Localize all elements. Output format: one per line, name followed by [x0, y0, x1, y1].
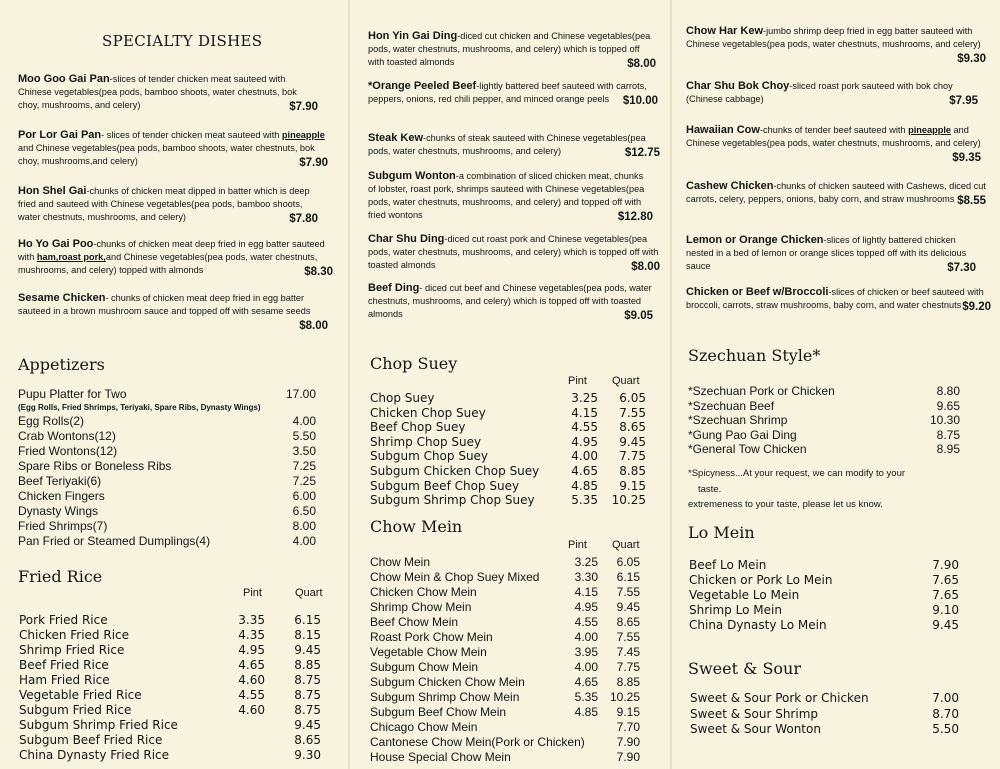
- dish-item: Chow Har Kew-jumbo shrimp deep fried in egg batter sauteed with Chinese vegetables(pea pods, water chestnuts, mushrooms, and celery) $9.30: [686, 25, 986, 65]
- item-price: 8.85: [294, 658, 321, 672]
- item-price: 7.65: [932, 573, 959, 587]
- item-price: 4.65: [571, 464, 598, 478]
- dish-item: *Orange Peeled Beef-lightly battered beef sauteed with carrots, peppers, onions, red chili pepper, and minced orange peels $10.00: [368, 80, 658, 107]
- item-price: 6.50: [292, 504, 316, 518]
- item-price: 7.55: [616, 585, 640, 599]
- menu-row: [688, 428, 960, 443]
- item-price: 7.55: [616, 630, 640, 644]
- menu-row: Pupu Platter for Two 17.00: [18, 387, 316, 401]
- item-name: Subgum Beef Chop Suey: [370, 478, 520, 493]
- item-price: 7.90: [932, 558, 959, 572]
- item-price: 9.45: [616, 600, 640, 614]
- menu-row: [690, 691, 959, 706]
- item-price: 4.55: [238, 688, 265, 702]
- quart-header: Quart: [295, 587, 323, 599]
- item-price: 4.00: [574, 660, 598, 674]
- item-price: 4.55: [574, 615, 598, 629]
- menu-row: [18, 429, 316, 444]
- item-name: *Szechuan Shrimp: [688, 413, 788, 428]
- item-name: Chicken Fingers: [18, 489, 105, 503]
- menu-row: [19, 673, 321, 688]
- page-fold: [348, 0, 350, 769]
- item-name: Vegetable Chow Mein: [370, 645, 487, 659]
- menu-row: [688, 413, 960, 428]
- item-name: Chicken Fried Rice: [19, 628, 130, 642]
- item-price: 5.50: [932, 722, 959, 736]
- menu-row: [370, 464, 646, 479]
- menu-row: [689, 573, 959, 588]
- item-price: 8.85: [616, 675, 640, 689]
- item-price: 6.00: [292, 489, 316, 503]
- item-price: 4.00: [292, 414, 316, 428]
- item-price: 8.70: [932, 706, 959, 721]
- menu-row: [689, 558, 959, 573]
- item-price: 8.75: [294, 688, 321, 702]
- chop-suey-title: Chop Suey: [370, 354, 458, 373]
- item-name: Shrimp Chop Suey: [370, 434, 482, 449]
- sweet-sour-title: Sweet & Sour: [688, 659, 801, 678]
- item-name: Beef Lo Mein: [689, 558, 767, 572]
- item-price: 4.95: [238, 643, 265, 657]
- column-middle: [356, 0, 668, 769]
- menu-row: [370, 720, 640, 735]
- menu-row: [19, 703, 321, 718]
- pint-header: Pint: [243, 587, 262, 599]
- item-name: Spare Ribs or Boneless Ribs: [18, 459, 172, 473]
- menu-row: [370, 570, 640, 585]
- item-price: 7.55: [619, 405, 646, 420]
- item-price: 4.55: [571, 420, 598, 435]
- item-name: Dynasty Wings: [18, 504, 99, 518]
- item-price: 8.65: [616, 615, 640, 629]
- item-price: 10.25: [611, 493, 646, 508]
- dish-item: Cashew Chicken-chunks of chicken sauteed with Cashews, diced cut carrots, celery, peppers, onions, baby corn, and straw mushrooms $8.55: [686, 180, 986, 207]
- menu-row: [688, 384, 960, 399]
- item-name: Chow Mein & Chop Suey Mixed: [370, 570, 540, 584]
- menu-row: [18, 519, 316, 534]
- item-price: 3.35: [238, 613, 265, 627]
- item-price: 7.25: [292, 459, 316, 473]
- item-price: 7.25: [292, 474, 316, 488]
- item-price: 8.65: [619, 420, 646, 435]
- item-price: 9.45: [619, 434, 646, 449]
- item-name: China Dynasty Fried Rice: [19, 748, 170, 762]
- quart-header: Quart: [612, 375, 640, 387]
- menu-row: [19, 628, 321, 643]
- item-price: 7.45: [616, 645, 640, 659]
- item-name: Chicken Chop Suey: [370, 405, 486, 420]
- item-price: 4.85: [571, 478, 598, 493]
- item-name: Subgum Beef Chow Mein: [370, 705, 507, 719]
- item-name: Egg Rolls(2): [18, 414, 85, 428]
- item-name: *Szechuan Pork or Chicken: [688, 384, 835, 398]
- menu-row: [370, 479, 646, 494]
- dish-item: Char Shu Bok Choy-sliced roast pork sauteed with bok choy (Chinese cabbage) $7.95: [686, 80, 978, 107]
- item-price: 6.15: [294, 613, 321, 627]
- item-name: Subgum Shrimp Fried Rice: [19, 718, 178, 732]
- dish-item: Lemon or Orange Chicken-slices of lightly battered chicken nested in a bed of lemon or orange slices topped off with its delicious sauce $7.30: [686, 234, 976, 274]
- item-price: 9.30: [294, 748, 321, 762]
- dish-item: Moo Goo Gai Pan-slices of tender chicken meat sauteed with Chinese vegetables(pea pods, bamboo shoots, water chestnuts, bok choy, mushrooms, and celery) $7.90: [18, 73, 318, 113]
- page-fold: [670, 0, 672, 769]
- item-price: 7.75: [616, 660, 640, 674]
- menu-row: [370, 630, 640, 645]
- item-name: Beef Chop Suey: [370, 420, 466, 435]
- specialty-title: SPECIALTY DISHES: [102, 32, 263, 50]
- item-price: 8.95: [936, 442, 960, 457]
- item-name: Subgum Chop Suey: [370, 449, 489, 464]
- quart-header: Quart: [612, 539, 640, 551]
- spicy-note-2: taste.: [698, 484, 722, 495]
- item-price: 5.35: [574, 690, 598, 704]
- lo-mein-title: Lo Mein: [688, 523, 755, 542]
- menu-row: [18, 474, 316, 489]
- menu-row: [370, 420, 646, 435]
- item-name: Beef Fried Rice: [19, 658, 109, 672]
- item-name: Sweet & Sour Shrimp: [690, 706, 818, 721]
- item-name: Chicken or Pork Lo Mein: [689, 573, 833, 587]
- dish-item: Steak Kew-chunks of steak sauteed with Chinese vegetables(pea pods, water chestnuts, mushrooms, and celery) $12.75: [368, 132, 660, 159]
- item-price: 7.65: [932, 588, 959, 602]
- item-price: 4.60: [238, 703, 265, 717]
- menu-row: [370, 391, 646, 406]
- menu-row: [370, 406, 646, 421]
- item-price: 6.05: [619, 391, 646, 405]
- menu-row: [19, 733, 321, 748]
- item-price: 9.45: [294, 643, 321, 657]
- item-price: 3.30: [574, 570, 598, 584]
- item-price: 4.60: [238, 673, 265, 687]
- item-name: *General Tow Chicken: [688, 442, 807, 457]
- item-price: 8.85: [619, 464, 646, 478]
- menu-row: [18, 444, 316, 459]
- item-price: 10.30: [929, 413, 960, 428]
- fried-rice-title: Fried Rice: [18, 567, 103, 586]
- item-price: 3.25: [571, 391, 598, 405]
- menu-row: [370, 449, 646, 464]
- chow-mein-title: Chow Mein: [370, 517, 463, 536]
- menu-row: [690, 707, 959, 722]
- item-price: 4.95: [571, 434, 598, 449]
- item-price: 4.65: [574, 675, 598, 689]
- item-price: 5.50: [292, 429, 316, 443]
- item-price: 9.15: [619, 478, 646, 493]
- item-name: Ham Fried Rice: [19, 673, 110, 687]
- item-price: 9.45: [294, 718, 321, 732]
- menu-row: [689, 603, 959, 618]
- menu-row: [370, 600, 640, 615]
- menu-row: [370, 585, 640, 600]
- item-name: Subgum Fried Rice: [19, 703, 132, 717]
- menu-row: [370, 615, 640, 630]
- item-name: Shrimp Fried Rice: [19, 643, 125, 657]
- item-name: House Special Chow Mein: [370, 750, 511, 764]
- item-price: 6.05: [616, 555, 640, 569]
- item-price: 8.75: [294, 673, 321, 687]
- item-price: 8.80: [936, 384, 960, 398]
- item-price: 3.25: [574, 555, 598, 569]
- item-price: 8.15: [294, 628, 321, 642]
- item-name: Chicago Chow Mein: [370, 720, 478, 734]
- item-price: 8.75: [294, 703, 321, 717]
- dish-item: Subgum Wonton-a combination of sliced chicken meat, chunks of lobster, roast pork, shrimps sauteed with Chinese vegetables(pea pods, water chestnuts, mushrooms, and celery) and topped off with fried wontons $12.80: [368, 170, 653, 223]
- item-name: Pork Fried Rice: [19, 613, 108, 627]
- menu-row: [689, 588, 959, 603]
- menu-row: [19, 643, 321, 658]
- item-name: Crab Wontons(12): [18, 429, 116, 443]
- item-price: 8.65: [294, 733, 321, 747]
- item-price: 4.00: [574, 630, 598, 644]
- item-price: 9.65: [936, 398, 960, 413]
- item-price: 4.35: [238, 628, 265, 642]
- item-name: Sweet & Sour Wonton: [690, 722, 821, 736]
- item-price: 6.15: [616, 570, 640, 584]
- item-name: Chop Suey: [370, 391, 435, 405]
- item-name: Subgum Chicken Chow Mein: [370, 675, 525, 689]
- item-price: 7.00: [932, 691, 959, 705]
- szechuan-title: Szechuan Style*: [688, 346, 821, 365]
- menu-row: [370, 493, 646, 508]
- item-name: Chow Mein: [370, 555, 431, 569]
- item-name: China Dynasty Lo Mein: [689, 618, 827, 632]
- item-price: 9.15: [616, 705, 640, 719]
- item-name: Shrimp Chow Mein: [370, 600, 472, 614]
- menu-row: [370, 555, 640, 570]
- dish-item: Chicken or Beef w/Broccoli-slices of chicken or beef sauteed with broccoli, carrots, straw mushrooms, baby corn, and water chestnuts $9.20: [686, 286, 991, 313]
- menu-row: [19, 718, 321, 733]
- menu-row: [19, 613, 321, 628]
- menu-row: [690, 722, 959, 737]
- item-name: Pan Fried or Steamed Dumplings(4): [18, 534, 211, 548]
- item-name: Sweet & Sour Pork or Chicken: [690, 691, 869, 705]
- item-name: Vegetable Lo Mein: [689, 588, 800, 602]
- item-name: Fried Shrimps(7): [18, 519, 108, 533]
- item-name: Fried Wontons(12): [18, 444, 118, 458]
- menu-row: [18, 489, 316, 504]
- item-price: 8.00: [292, 519, 316, 533]
- pint-header: Pint: [568, 375, 587, 387]
- item-price: 4.00: [571, 449, 598, 464]
- menu-row: [689, 618, 959, 633]
- item-price: 7.70: [616, 720, 640, 734]
- item-price: 4.00: [292, 534, 316, 548]
- menu-row: [688, 442, 960, 457]
- item-name: Roast Pork Chow Mein: [370, 630, 493, 644]
- menu-row: [370, 705, 640, 720]
- item-price: 7.90: [616, 735, 640, 749]
- item-price: 4.65: [238, 658, 265, 672]
- item-price: 7.75: [619, 449, 646, 464]
- dish-item: Hawaiian Cow-chunks of tender beef sauteed with pineapple and Chinese vegetables(pea pods, water chestnuts, mushrooms, and celery) $9.35: [686, 124, 981, 164]
- item-name: *Gung Pao Gai Ding: [688, 427, 797, 442]
- item-price: 10.25: [609, 690, 640, 704]
- menu-row: [370, 735, 640, 750]
- column-right: [678, 0, 1000, 769]
- item-name: Cantonese Chow Mein(Pork or Chicken): [370, 735, 585, 749]
- menu-row: [18, 459, 316, 474]
- menu-row: [18, 504, 316, 519]
- pupu-note: (Egg Rolls, Fried Shrimps, Teriyaki, Spare Ribs, Dynasty Wings): [18, 403, 261, 412]
- item-name: Beef Chow Mein: [370, 615, 459, 629]
- dish-item: Sesame Chicken- chunks of chicken meat deep fried in egg batter sauteed in a brown mushroom sauce and topped off with sesame seeds $8.00: [18, 292, 328, 332]
- item-price: 5.35: [571, 493, 598, 508]
- item-name: Shrimp Lo Mein: [689, 603, 782, 617]
- pint-header: Pint: [568, 539, 587, 551]
- item-name: Beef Teriyaki(6): [18, 474, 102, 488]
- dish-item: Beef Ding- diced cut beef and Chinese vegetables(pea pods, water chestnuts, mushrooms, and celery) which is topped off with toasted almonds $9.05: [368, 282, 653, 322]
- item-price: 4.95: [574, 600, 598, 614]
- spicy-note-1: *Spicyness...At your request, we can modify to your: [688, 468, 906, 479]
- appetizers-title: Appetizers: [18, 355, 105, 374]
- menu-row: [18, 414, 316, 429]
- dish-item: Char Shu Ding-diced cut roast pork and Chinese vegetables(pea pods, water chestnuts, mushrooms, and celery) which is topped off with toasted almonds $8.00: [368, 233, 660, 273]
- dish-item: Ho Yo Gai Poo-chunks of chicken meat deep fried in egg batter sauteed with ham,roast pork,and Chinese vegetables(pea pods, water chestnuts, mushrooms, and celery) topped with almonds $8.30: [18, 238, 333, 278]
- item-name: Subgum Chow Mein: [370, 660, 479, 674]
- menu-row: [19, 688, 321, 703]
- dish-item: Por Lor Gai Pan- slices of tender chicken meat sauteed with pineapple and Chinese vegetables(pea pods, bamboo shoots, water chestnuts, bok choy, mushrooms,and celery) $7.90: [18, 129, 328, 169]
- item-price: 4.15: [571, 405, 598, 420]
- menu-row: [370, 660, 640, 675]
- menu-row: [370, 645, 640, 660]
- item-name: Vegetable Fried Rice: [19, 688, 142, 702]
- menu-row: [370, 675, 640, 690]
- menu-row: [370, 690, 640, 705]
- item-price: 8.75: [936, 427, 960, 442]
- menu-row: [19, 658, 321, 673]
- item-name: Subgum Chicken Chop Suey: [370, 464, 540, 478]
- menu-row: [688, 399, 960, 414]
- menu-row: [370, 435, 646, 450]
- item-price: 3.50: [292, 444, 316, 458]
- column-left: [0, 0, 345, 769]
- menu-row: [19, 748, 321, 763]
- dish-item: Hon Yin Gai Ding-diced cut chicken and Chinese vegetables(pea pods, water chestnuts, mushrooms, and celery) which is topped off with toasted almonds $8.00: [368, 30, 656, 70]
- spicy-note-3: extremeness to your taste, please let us know.: [688, 499, 883, 510]
- item-name: Subgum Shrimp Chow Mein: [370, 690, 520, 704]
- item-name: Chicken Chow Mein: [370, 585, 477, 599]
- item-price: 4.15: [574, 585, 598, 599]
- item-name: *Szechuan Beef: [688, 398, 775, 413]
- item-name: Subgum Shrimp Chop Suey: [370, 493, 535, 508]
- item-price: 9.45: [932, 618, 959, 632]
- menu-row: [18, 534, 316, 549]
- item-price: 3.95: [574, 645, 598, 659]
- item-price: 9.10: [932, 603, 959, 617]
- dish-item: Hon Shel Gai-chunks of chicken meat dipped in batter which is deep fried and sauteed with Chinese vegetables(pea pods, bamboo shoots, water chestnuts, mushrooms, and celery) $7.80: [18, 185, 318, 225]
- menu-row: [370, 750, 640, 765]
- item-name: Subgum Beef Fried Rice: [19, 733, 163, 747]
- item-price: 4.85: [574, 705, 598, 719]
- item-price: 7.90: [616, 750, 640, 764]
